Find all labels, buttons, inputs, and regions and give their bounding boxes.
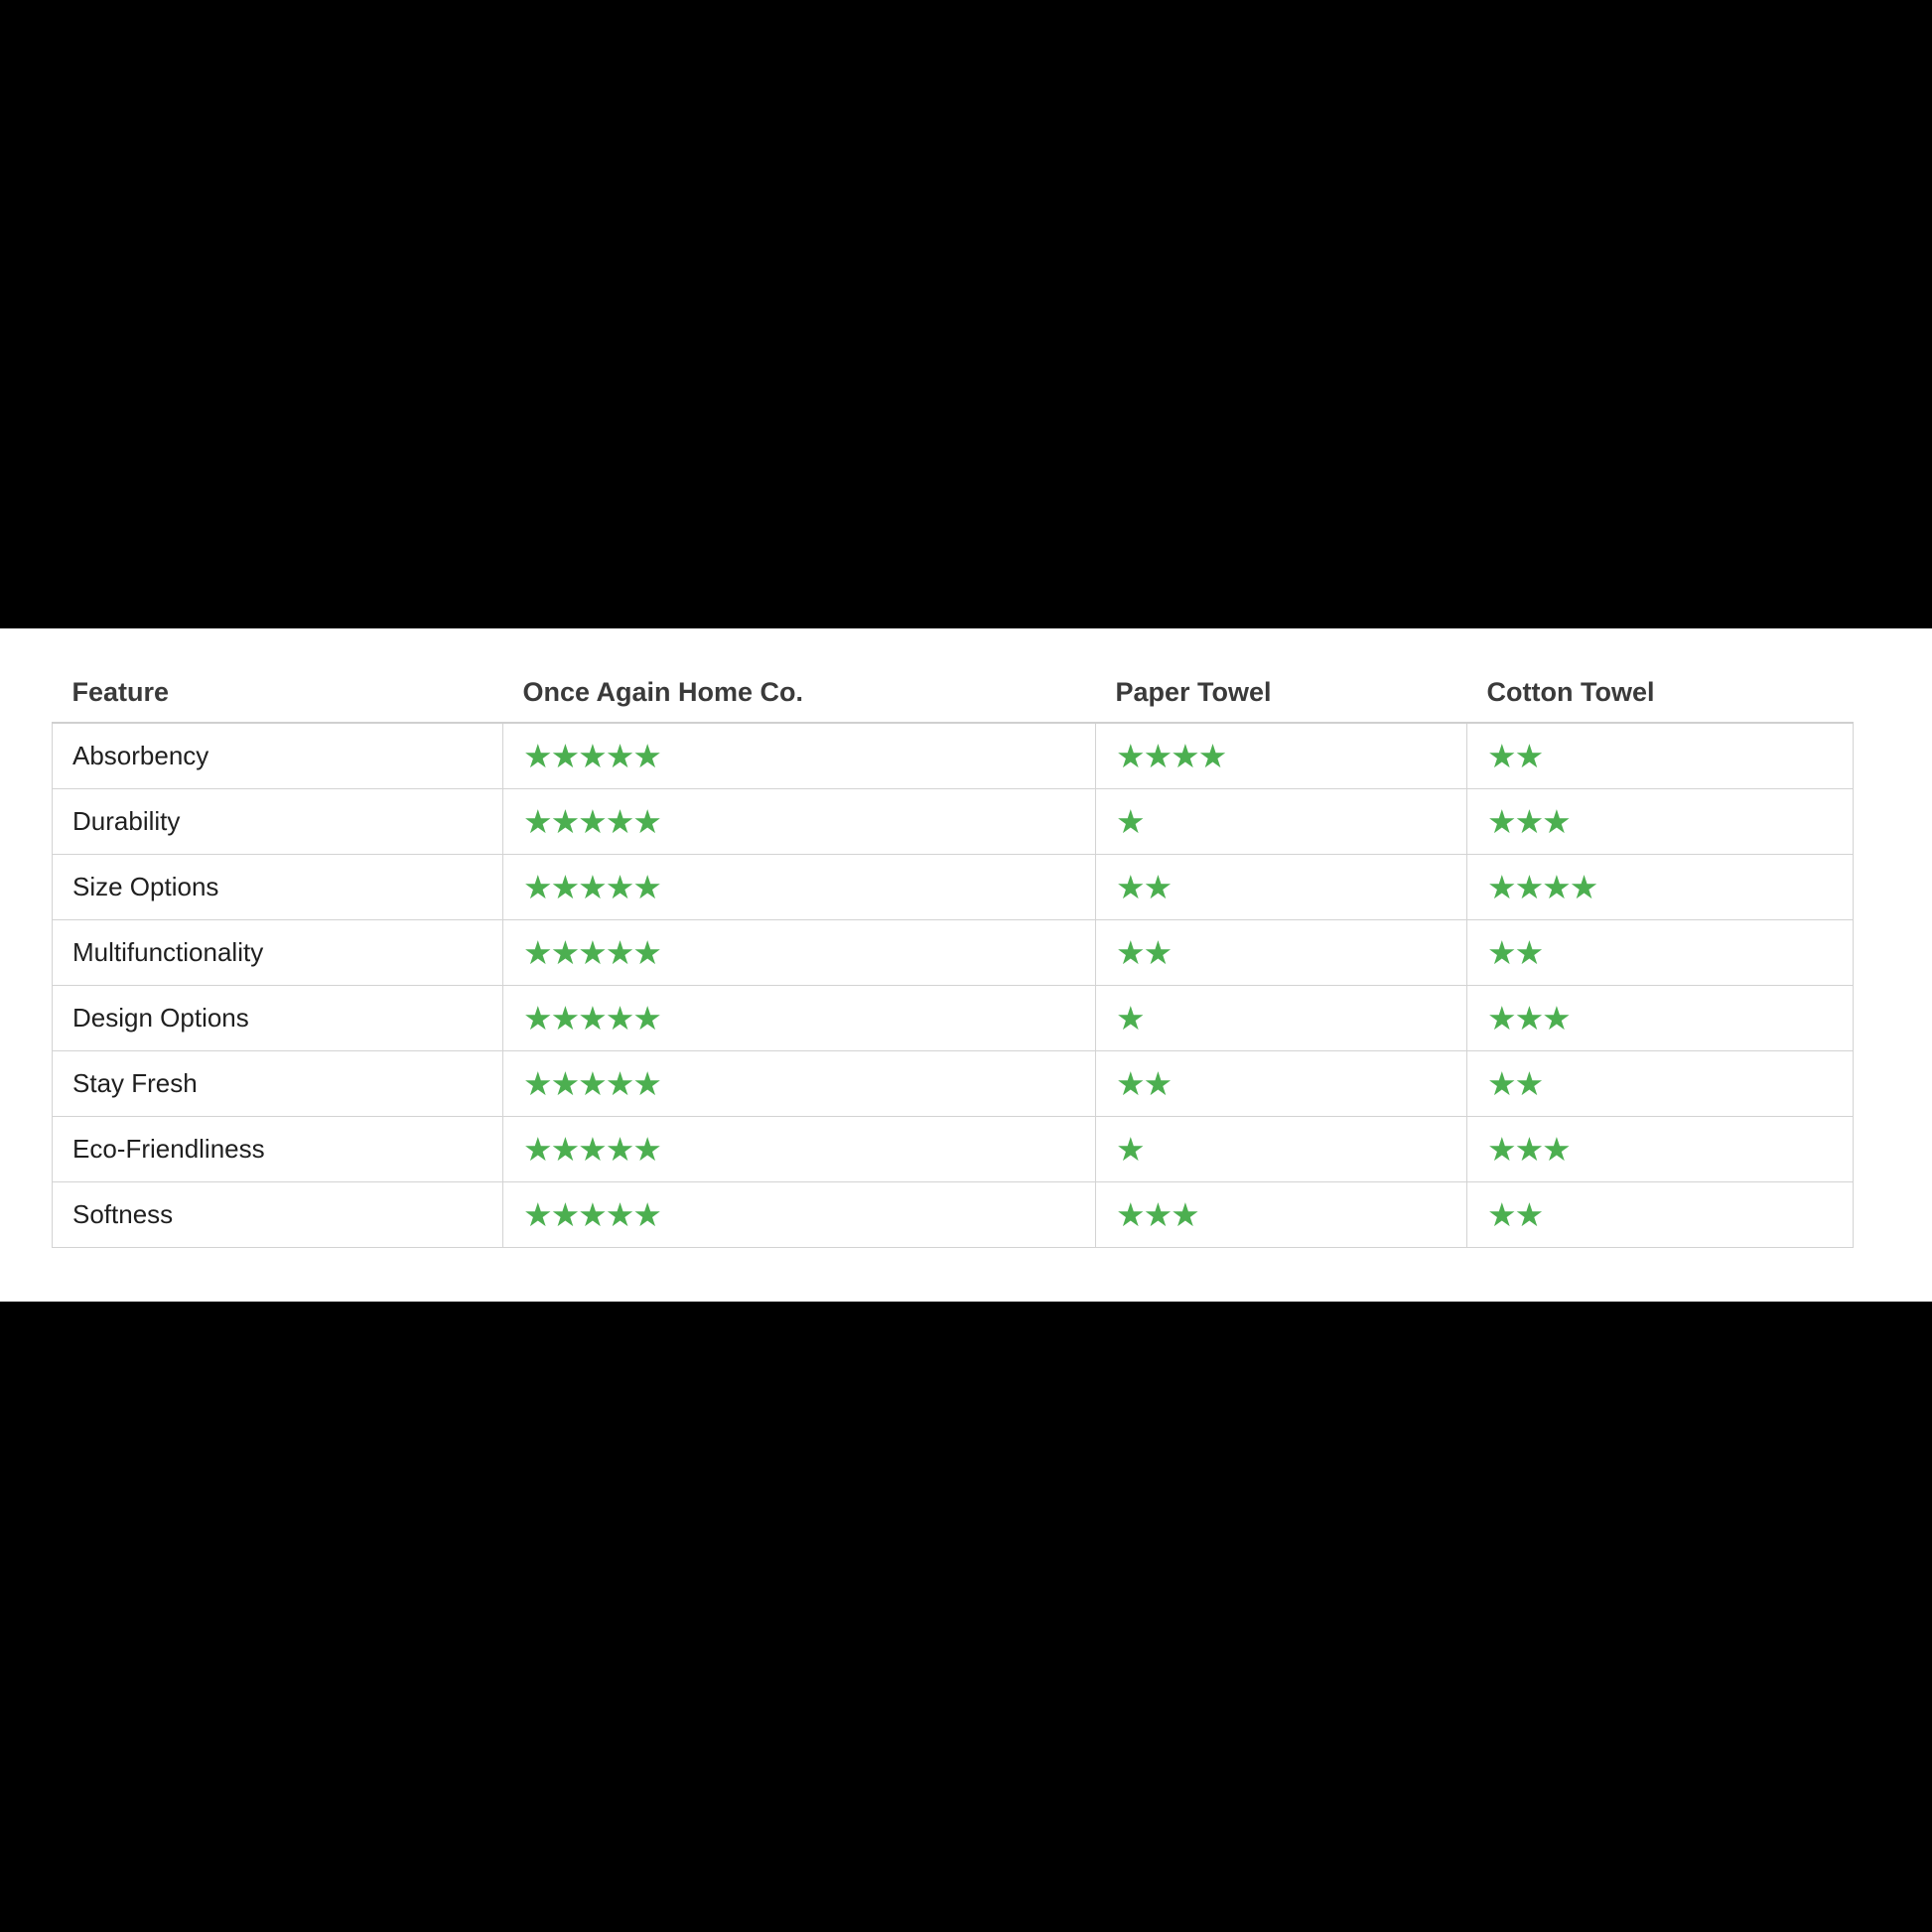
column-header-feature: Feature bbox=[53, 628, 503, 723]
black-band-bottom bbox=[0, 1302, 1932, 1932]
rating-stars-cotton: ★★ bbox=[1467, 723, 1854, 788]
rating-stars-brand: ★★★★★ bbox=[503, 854, 1096, 919]
rating-stars-cotton: ★★ bbox=[1467, 1050, 1854, 1116]
rating-stars-paper: ★★ bbox=[1096, 919, 1467, 985]
feature-label: Size Options bbox=[53, 854, 503, 919]
table-body bbox=[53, 723, 1854, 1247]
rating-stars-paper: ★★ bbox=[1096, 854, 1467, 919]
table-row bbox=[53, 788, 1854, 854]
table-row bbox=[53, 723, 1854, 788]
feature-label: Multifunctionality bbox=[53, 919, 503, 985]
rating-stars-brand: ★★★★★ bbox=[503, 788, 1096, 854]
table-row bbox=[53, 1181, 1854, 1247]
rating-stars-paper: ★ bbox=[1096, 788, 1467, 854]
feature-label: Durability bbox=[53, 788, 503, 854]
table-row bbox=[53, 1116, 1854, 1181]
rating-stars-cotton: ★★★ bbox=[1467, 788, 1854, 854]
table-row bbox=[53, 1050, 1854, 1116]
column-header-paper-towel: Paper Towel bbox=[1096, 628, 1467, 723]
rating-stars-brand: ★★★★★ bbox=[503, 919, 1096, 985]
rating-stars-brand: ★★★★★ bbox=[503, 1116, 1096, 1181]
rating-stars-brand: ★★★★★ bbox=[503, 1050, 1096, 1116]
feature-label: Softness bbox=[53, 1181, 503, 1247]
table-row bbox=[53, 919, 1854, 985]
rating-stars-paper: ★★★ bbox=[1096, 1181, 1467, 1247]
rating-stars-paper: ★ bbox=[1096, 985, 1467, 1050]
table-header bbox=[53, 628, 1854, 723]
rating-stars-cotton: ★★ bbox=[1467, 1181, 1854, 1247]
rating-stars-brand: ★★★★★ bbox=[503, 1181, 1096, 1247]
comparison-section bbox=[0, 628, 1932, 1302]
comparison-table bbox=[52, 628, 1854, 1248]
rating-stars-cotton: ★★★★ bbox=[1467, 854, 1854, 919]
feature-label: Absorbency bbox=[53, 723, 503, 788]
table-row bbox=[53, 985, 1854, 1050]
rating-stars-brand: ★★★★★ bbox=[503, 723, 1096, 788]
rating-stars-paper: ★★★★ bbox=[1096, 723, 1467, 788]
feature-label: Stay Fresh bbox=[53, 1050, 503, 1116]
rating-stars-paper: ★★ bbox=[1096, 1050, 1467, 1116]
black-band-top bbox=[0, 0, 1932, 628]
rating-stars-cotton: ★★★ bbox=[1467, 1116, 1854, 1181]
table-row bbox=[53, 854, 1854, 919]
column-header-cotton-towel: Cotton Towel bbox=[1467, 628, 1854, 723]
feature-label: Eco-Friendliness bbox=[53, 1116, 503, 1181]
rating-stars-cotton: ★★ bbox=[1467, 919, 1854, 985]
rating-stars-cotton: ★★★ bbox=[1467, 985, 1854, 1050]
rating-stars-paper: ★ bbox=[1096, 1116, 1467, 1181]
rating-stars-brand: ★★★★★ bbox=[503, 985, 1096, 1050]
column-header-brand: Once Again Home Co. bbox=[503, 628, 1096, 723]
feature-label: Design Options bbox=[53, 985, 503, 1050]
